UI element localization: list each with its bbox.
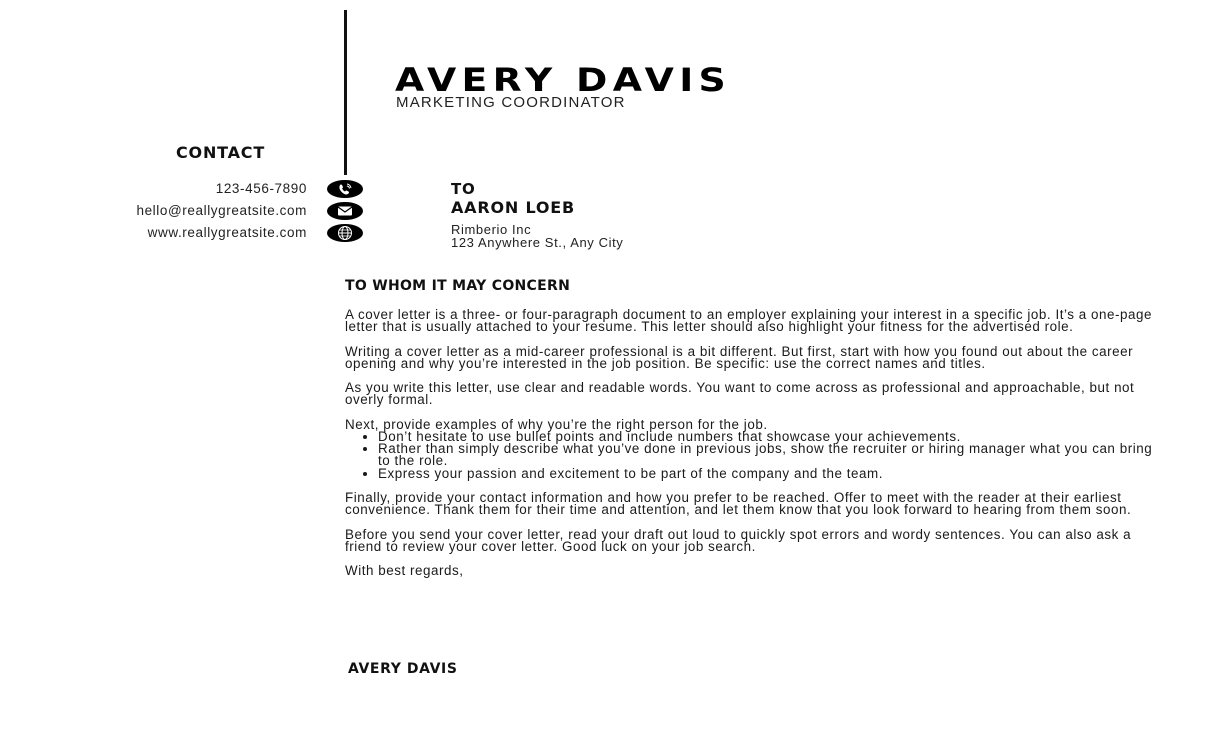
bullet-item: • Rather than simply describe what you’ve done in previous jobs, show the recruiter or hiring manager what you can bring to the role. bbox=[378, 443, 1165, 467]
contact-email[interactable]: hello@reallygreatsite.com bbox=[136, 203, 307, 218]
recipient-name: AARON LOEB bbox=[451, 198, 575, 217]
paragraph: Writing a cover letter as a mid-career professional is a bit different. But first, start with how you found out about the career opening and why you’re interested in the job position. Be specific: use the correct names and titles. bbox=[345, 343, 1134, 371]
signature: AVERY DAVIS bbox=[348, 661, 458, 677]
recipient-address: 123 Anywhere St., Any City bbox=[451, 235, 624, 250]
phone-icon bbox=[327, 180, 363, 198]
mail-icon bbox=[327, 202, 363, 220]
contact-website[interactable]: www.reallygreatsite.com bbox=[147, 225, 307, 240]
paragraph: Finally, provide your contact information and how you prefer to be reached. Offer to meet with the reader at their earliest convenience. Thank them for their time and attention, and let them know that you look forward to hearing from them soon. bbox=[345, 489, 1132, 518]
closing: With best regards, bbox=[345, 563, 464, 579]
paragraph: As you write this letter, use clear and readable words. You want to come across as professional and approachable, but not overly formal. bbox=[345, 380, 1135, 408]
contact-phone[interactable]: 123-456-7890 bbox=[215, 181, 307, 196]
contact-heading: CONTACT bbox=[176, 143, 266, 162]
bullet-item: • Don’t hesitate to use bullet points and include numbers that showcase your achievements. bbox=[378, 431, 1165, 443]
applicant-title: MARKETING COORDINATOR bbox=[396, 94, 626, 111]
vertical-divider bbox=[344, 10, 347, 175]
salutation: TO WHOM IT MAY CONCERN bbox=[345, 278, 571, 294]
paragraph: A cover letter is a three- or four-paragraph document to an employer explaining your interest in a specific job. It’s a one-page letter that is usually attached to your resume. This letter should also highlight your fitness for the advertised role. bbox=[345, 307, 1153, 335]
globe-icon bbox=[327, 224, 363, 242]
bullet-item: • Express your passion and excitement to be part of the company and the team. bbox=[378, 468, 1165, 480]
applicant-name: AVERY DAVIS bbox=[395, 61, 732, 99]
recipient-company: Rimberio Inc bbox=[451, 222, 532, 237]
paragraph: Before you send your cover letter, read your draft out loud to quickly spot errors and wordy sentences. You can also ask a friend to review your cover letter. Good luck on your job search. bbox=[345, 526, 1132, 554]
letter-body bbox=[345, 309, 1165, 590]
recipient-label: TO bbox=[451, 180, 476, 198]
bullet-list bbox=[345, 428, 1165, 481]
paragraph: Next, provide examples of why you’re the right person for the job. bbox=[345, 416, 768, 432]
